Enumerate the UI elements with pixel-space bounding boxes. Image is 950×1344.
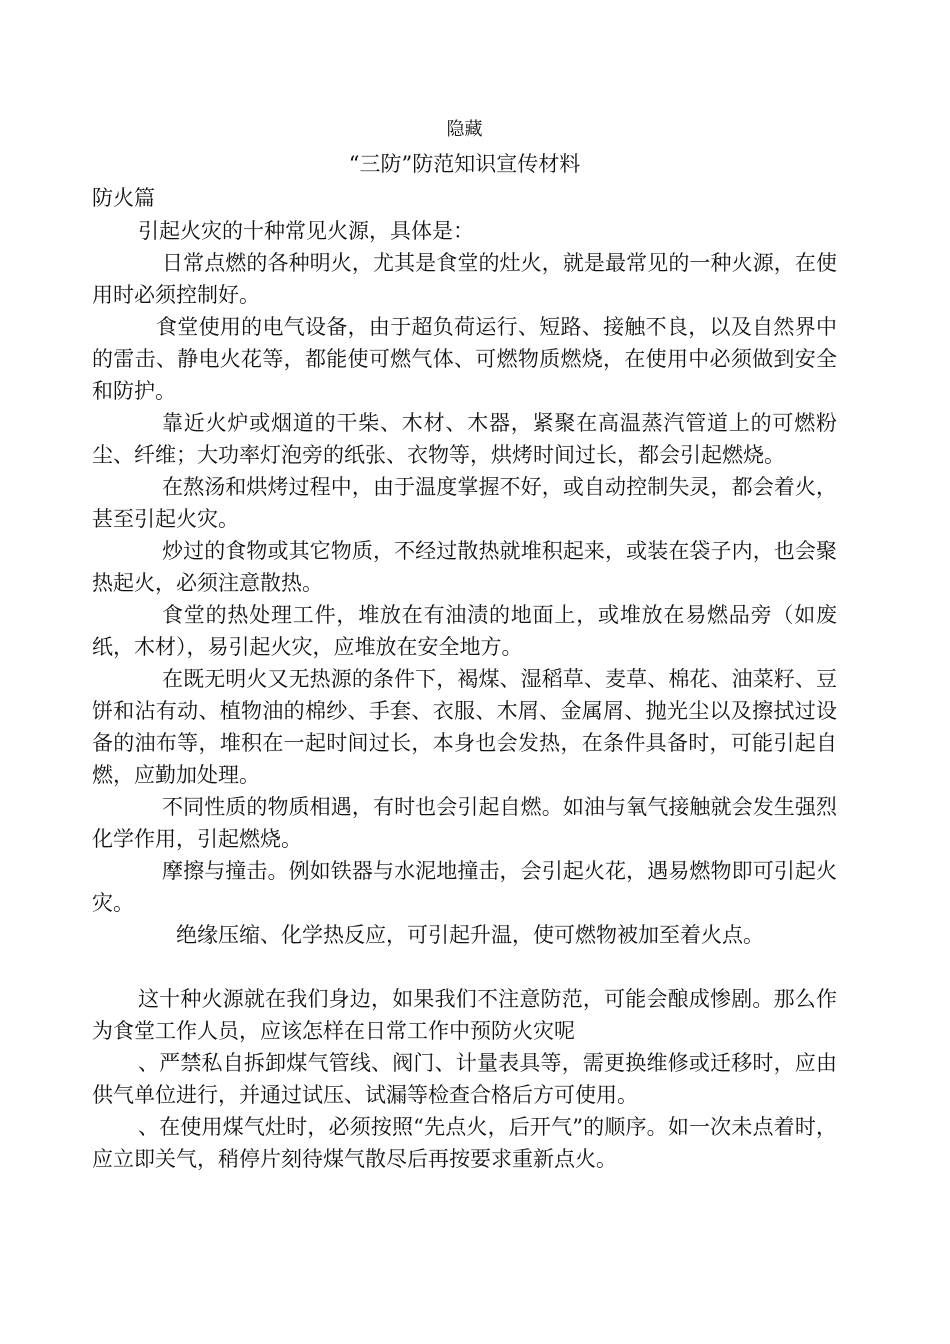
document-body <box>92 117 837 1175</box>
fire-source-item-9: 摩擦与撞击。例如铁器与水泥地撞击，会引起火花，遇易燃物即可引起火灾。 <box>92 859 837 915</box>
document-title: “三防”防范知识宣传材料 <box>348 152 581 176</box>
fire-source-item-1: 日常点燃的各种明火，尤其是食堂的灶火，就是最常见的一种火源，在使用时必须控制好。 <box>92 251 837 307</box>
top-label: 隐藏 <box>446 119 483 140</box>
paragraph-spacer <box>92 951 837 983</box>
fire-source-item-6: 食堂的热处理工件，堆放在有油渍的地面上，或堆放在易燃品旁（如废纸，木材），易引起火灾，应堆放在安全地方。 <box>92 603 837 659</box>
fire-source-item-3: 靠近火炉或烟道的干柴、木材、木器，紧聚在高温蒸汽管道上的可燃粉尘、纤维；大功率灯泡旁的纸张、衣物等，烘烤时间过长，都会引起燃烧。 <box>92 411 837 467</box>
fire-source-item-5: 炒过的食物或其它物质，不经过散热就堆积起来，或装在袋子内，也会聚热起火，必须注意散热。 <box>92 539 837 595</box>
section-heading: 防火篇 <box>92 186 155 210</box>
fire-source-item-2: 食堂使用的电气设备，由于超负荷运行、短路、接触不良，以及自然界中的雷击、静电火花等，都能使可燃气体、可燃物质燃烧，在使用中必须做到安全和防护。 <box>92 315 837 403</box>
fire-source-item-4: 在熬汤和烘烤过程中，由于温度掌握不好，或自动控制失灵，都会着火，甚至引起火灾。 <box>92 475 837 531</box>
fire-source-item-7: 在既无明火又无热源的条件下，褐煤、湿稻草、麦草、棉花、油菜籽、豆饼和沾有动、植物油的棉纱、手套、衣服、木屑、金属屑、抛光尘以及擦拭过设备的油布等，堆积在一起时间过长，本身也会发热，在条件具备时，可能引起自燃，应勤加处理。 <box>92 667 837 787</box>
fire-source-item-10: 绝缘压缩、化学热反应，可引起升温，使可燃物被加至着火点。 <box>176 923 764 947</box>
fire-source-item-8: 不同性质的物质相遇，有时也会引起自燃。如油与氧气接触就会发生强烈化学作用，引起燃烧。 <box>92 795 837 851</box>
intro-paragraph: 引起火灾的十种常见火源，具体是： <box>138 219 474 243</box>
prevention-item-2: 、在使用煤气灶时，必须按照“先点火，后开气”的顺序。如一次未点着时，应立即关气，稍停片刻待煤气散尽后再按要求重新点火。 <box>92 1115 837 1171</box>
summary-paragraph: 这十种火源就在我们身边，如果我们不注意防范，可能会酿成惨剧。那么作为食堂工作人员，应该怎样在日常工作中预防火灾呢 <box>92 987 837 1043</box>
prevention-item-1: 、严禁私自拆卸煤气管线、阀门、计量表具等，需更换维修或迁移时，应由供气单位进行，并通过试压、试漏等检查合格后方可使用。 <box>92 1051 837 1107</box>
